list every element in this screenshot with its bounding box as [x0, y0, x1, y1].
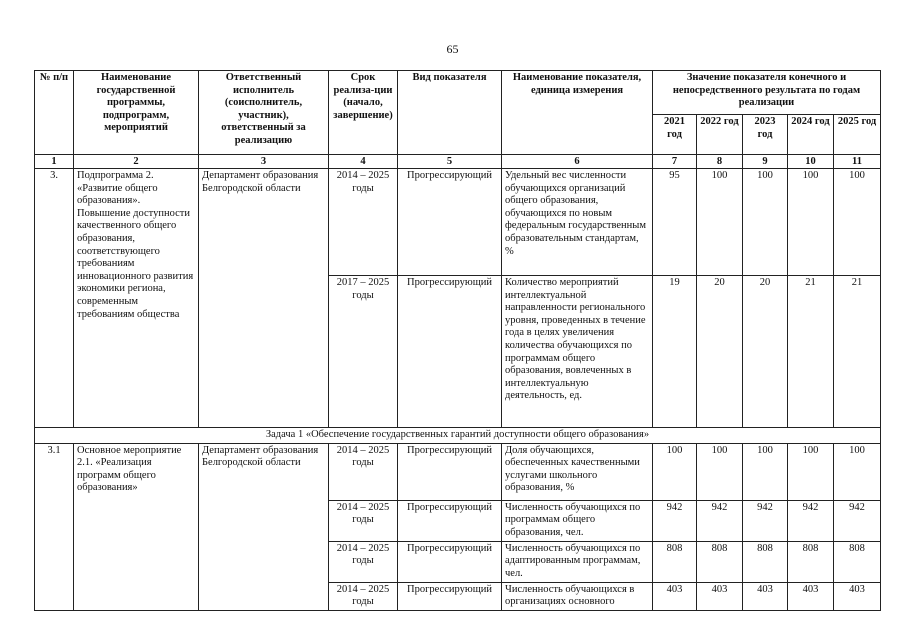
value-2024: 403	[788, 582, 834, 610]
indicator-type: Прогрессирующий	[398, 582, 502, 610]
term: 2014 – 2025 годы	[329, 541, 398, 582]
value-2025: 808	[834, 541, 881, 582]
header-indicator-name: Наименование показателя, единица измерения	[502, 71, 653, 155]
column-number: 2	[74, 155, 199, 169]
term: 2014 – 2025 годы	[329, 500, 398, 541]
column-number: 8	[697, 155, 743, 169]
indicator-type: Прогрессирующий	[398, 276, 502, 428]
header-year: 2025 год	[834, 115, 881, 155]
term: 2014 – 2025 годы	[329, 443, 398, 500]
column-number: 7	[653, 155, 697, 169]
value-2022: 20	[697, 276, 743, 428]
value-2023: 100	[743, 169, 788, 276]
header-year: 2023 год	[743, 115, 788, 155]
value-2023: 942	[743, 500, 788, 541]
value-2021: 19	[653, 276, 697, 428]
header-num: № п/п	[35, 71, 74, 155]
column-number: 10	[788, 155, 834, 169]
value-2025: 100	[834, 169, 881, 276]
header-term: Срок реализа-ции (начало, завершение)	[329, 71, 398, 155]
column-number: 6	[502, 155, 653, 169]
row-num: 3.1	[35, 443, 74, 610]
value-2021: 95	[653, 169, 697, 276]
value-2021: 808	[653, 541, 697, 582]
indicator-type: Прогрессирующий	[398, 500, 502, 541]
column-number: 9	[743, 155, 788, 169]
value-2023: 20	[743, 276, 788, 428]
value-2022: 942	[697, 500, 743, 541]
column-numbers-row	[35, 155, 881, 169]
indicator-name: Численность обучающихся по адаптированным программам, чел.	[502, 541, 653, 582]
executor: Департамент образования Белгородской области	[199, 443, 329, 610]
value-2022: 100	[697, 169, 743, 276]
header-year: 2024 год	[788, 115, 834, 155]
value-2022: 808	[697, 541, 743, 582]
value-2022: 403	[697, 582, 743, 610]
value-2024: 808	[788, 541, 834, 582]
header-values-group: Значение показателя конечного и непосредственного результата по годам реализации	[653, 71, 881, 115]
indicator-name: Доля обучающихся, обеспеченных качественными услугами школьного образования, %	[502, 443, 653, 500]
value-2022: 100	[697, 443, 743, 500]
indicator-type: Прогрессирующий	[398, 443, 502, 500]
header-year: 2021 год	[653, 115, 697, 155]
indicator-name: Удельный вес численности обучающихся организаций общего образования, обучающихся по новым федеральным государственным образовательным стандартам, %	[502, 169, 653, 276]
value-2024: 100	[788, 443, 834, 500]
column-number: 5	[398, 155, 502, 169]
task-title: Задача 1 «Обеспечение государственных гарантий доступности общего образования»	[35, 428, 881, 444]
term: 2014 – 2025 годы	[329, 582, 398, 610]
row-num: 3.	[35, 169, 74, 428]
header-executor: Ответственный исполнитель (соисполнитель, участник), ответственный за реализацию	[199, 71, 329, 155]
header-indicator-type: Вид показателя	[398, 71, 502, 155]
program-name: Подпрограмма 2. «Развитие общего образования». Повышение доступности качественного общего образования, соответствующего требованиям инновационного развития экономики региона, современным требованиям общества	[74, 169, 199, 428]
header-year: 2022 год	[697, 115, 743, 155]
value-2023: 100	[743, 443, 788, 500]
column-number: 4	[329, 155, 398, 169]
value-2023: 808	[743, 541, 788, 582]
indicator-type: Прогрессирующий	[398, 541, 502, 582]
value-2021: 403	[653, 582, 697, 610]
value-2021: 942	[653, 500, 697, 541]
value-2025: 100	[834, 443, 881, 500]
value-2025: 942	[834, 500, 881, 541]
indicator-name: Количество мероприятий интеллектуальной направленности регионального уровня, проведенных в течение года в целях увеличения количества обучающихся по программам общего образования, вовлеченных в интеллектуальную деятельность, ед.	[502, 276, 653, 428]
page-number: 65	[446, 42, 459, 56]
header-name: Наименование государственной программы, подпрограмм, мероприятий	[74, 71, 199, 155]
column-number: 1	[35, 155, 74, 169]
term: 2014 – 2025 годы	[329, 169, 398, 276]
value-2023: 403	[743, 582, 788, 610]
indicator-name: Численность обучающихся в организациях основного	[502, 582, 653, 610]
indicator-type: Прогрессирующий	[398, 169, 502, 276]
task-row	[35, 428, 881, 444]
value-2025: 403	[834, 582, 881, 610]
column-number: 3	[199, 155, 329, 169]
executor: Департамент образования Белгородской области	[199, 169, 329, 428]
value-2024: 21	[788, 276, 834, 428]
indicators-table	[34, 70, 881, 611]
value-2025: 21	[834, 276, 881, 428]
table-row	[35, 169, 881, 276]
program-name: Основное мероприятие 2.1. «Реализация программ общего образования»	[74, 443, 199, 610]
term: 2017 – 2025 годы	[329, 276, 398, 428]
column-number: 11	[834, 155, 881, 169]
indicator-name: Численность обучающихся по программам общего образования, чел.	[502, 500, 653, 541]
table-row	[35, 443, 881, 500]
value-2021: 100	[653, 443, 697, 500]
value-2024: 100	[788, 169, 834, 276]
value-2024: 942	[788, 500, 834, 541]
